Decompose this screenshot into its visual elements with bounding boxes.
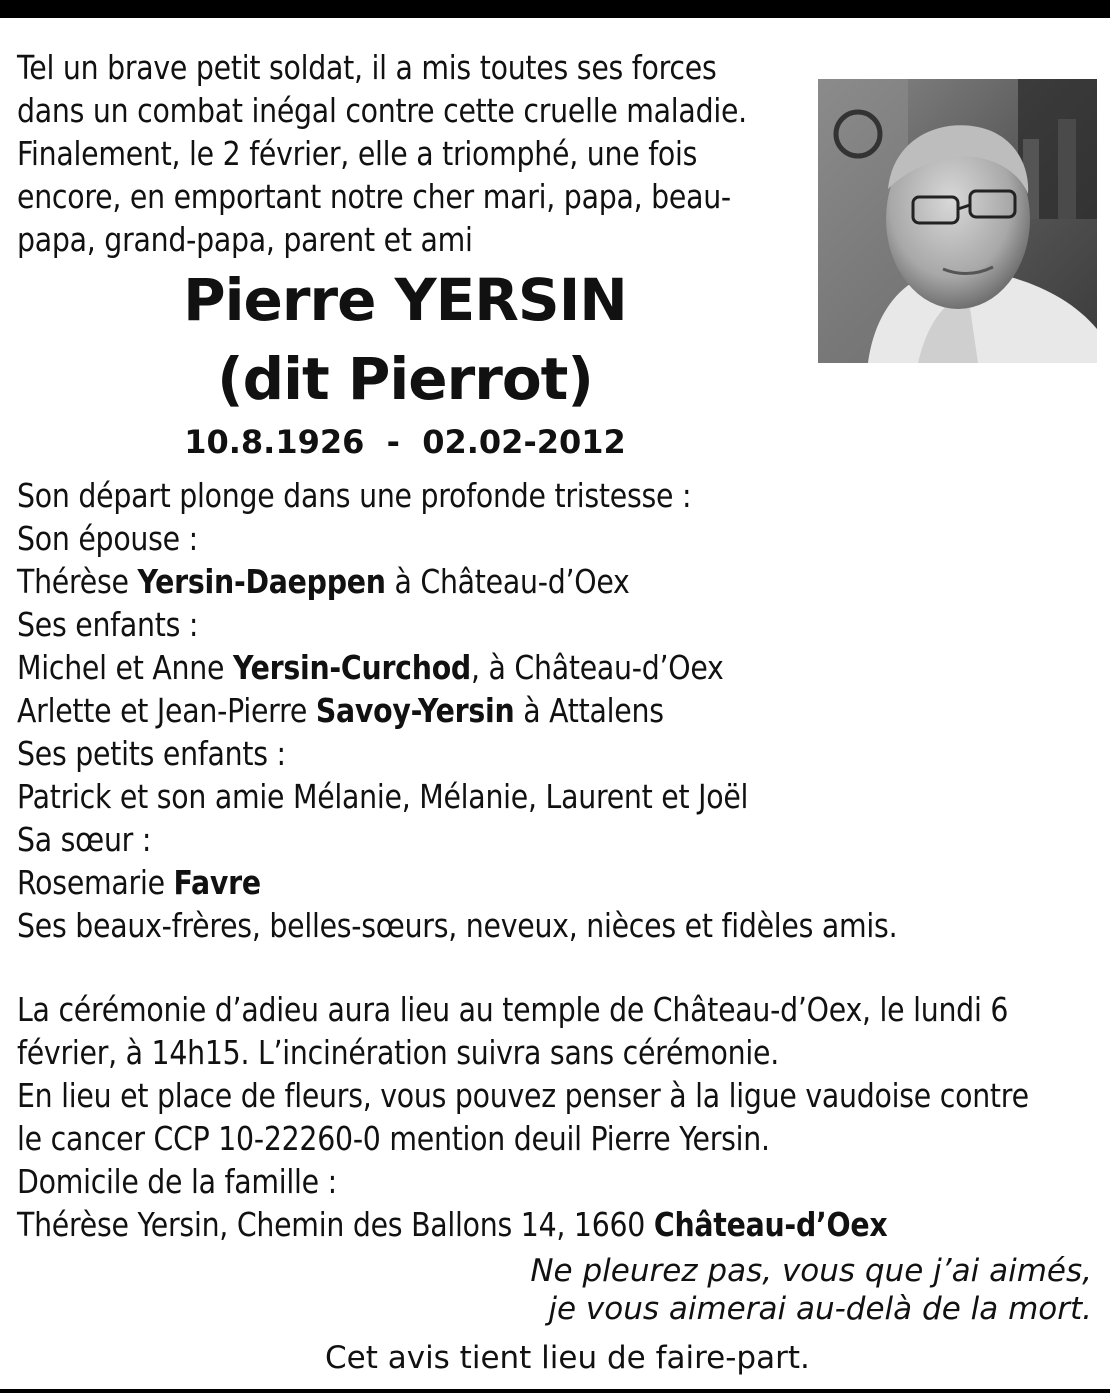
deceased-name: Pierre YERSIN <box>183 266 627 334</box>
family-line <box>17 861 897 904</box>
faire-part-notice: Cet avis tient lieu de faire-part. <box>325 1340 810 1376</box>
family-place: à Attalens <box>514 691 664 730</box>
family-first-name: Michel et Anne <box>17 648 233 687</box>
intro-line: Finalement, le 2 février, elle a triomphé, une fois <box>17 134 698 173</box>
family-line: Ses enfants : <box>17 605 199 644</box>
family-address: Thérèse Yersin, Chemin des Ballons 14, 1660 <box>17 1205 654 1244</box>
family-line <box>17 646 897 689</box>
intro-line: Tel un brave petit soldat, il a mis toutes ses forces <box>17 48 717 87</box>
family-line <box>17 689 897 732</box>
family-line <box>17 560 897 603</box>
portrait-photo <box>818 79 1097 363</box>
quote-line: Ne pleurez pas, vous que j’ai aimés, <box>530 1253 1092 1289</box>
family-line: Ses beaux-frères, belles-sœurs, neveux, nièces et fidèles amis. <box>17 906 898 945</box>
intro-line: encore, en emportant notre cher mari, papa, beau- <box>17 177 731 216</box>
family-place: à Château-d’Oex <box>385 562 630 601</box>
intro-line: papa, grand-papa, parent et ami <box>17 220 473 259</box>
ceremony-line: le cancer CCP 10-22260-0 mention deuil Pierre Yersin. <box>17 1119 770 1158</box>
ceremony-line <box>17 1203 1029 1246</box>
ceremony-info <box>17 988 1029 1246</box>
family-line: Ses petits enfants : <box>17 734 286 773</box>
family-surname: Yersin-Daeppen <box>137 562 386 601</box>
intro-line: dans un combat inégal contre cette cruelle maladie. <box>17 91 747 130</box>
family-surname: Favre <box>173 863 261 902</box>
family-first-name: Rosemarie <box>17 863 174 902</box>
bottom-rule <box>0 1389 1110 1393</box>
family-line: Son départ plonge dans une profonde tristesse : <box>17 476 692 515</box>
life-dates: 10.8.1926 - 02.02-2012 <box>184 423 626 461</box>
family-list <box>17 474 897 947</box>
family-line: Sa sœur : <box>17 820 152 859</box>
top-rule <box>0 0 1110 18</box>
deceased-nickname: (dit Pierrot) <box>217 345 593 413</box>
family-first-name: Arlette et Jean-Pierre <box>17 691 316 730</box>
closing-quote <box>530 1252 1092 1328</box>
portrait-image <box>818 79 1097 363</box>
intro-text <box>17 46 747 261</box>
family-town: Château-d’Oex <box>653 1205 888 1244</box>
family-place: , à Château-d’Oex <box>470 648 724 687</box>
quote-line: je vous aimerai au-delà de la mort. <box>548 1291 1092 1327</box>
family-surname: Savoy-Yersin <box>315 691 515 730</box>
ceremony-line: février, à 14h15. L’incinération suivra sans cérémonie. <box>17 1033 779 1072</box>
ceremony-line: Domicile de la famille : <box>17 1162 337 1201</box>
family-first-name: Thérèse <box>17 562 138 601</box>
family-line: Son épouse : <box>17 519 198 558</box>
ceremony-line: La cérémonie d’adieu aura lieu au temple de Château-d’Oex, le lundi 6 <box>17 990 1009 1029</box>
family-line: Patrick et son amie Mélanie, Mélanie, Laurent et Joël <box>17 777 749 816</box>
family-surname: Yersin-Curchod <box>232 648 471 687</box>
ceremony-line: En lieu et place de fleurs, vous pouvez penser à la ligue vaudoise contre <box>17 1076 1029 1115</box>
